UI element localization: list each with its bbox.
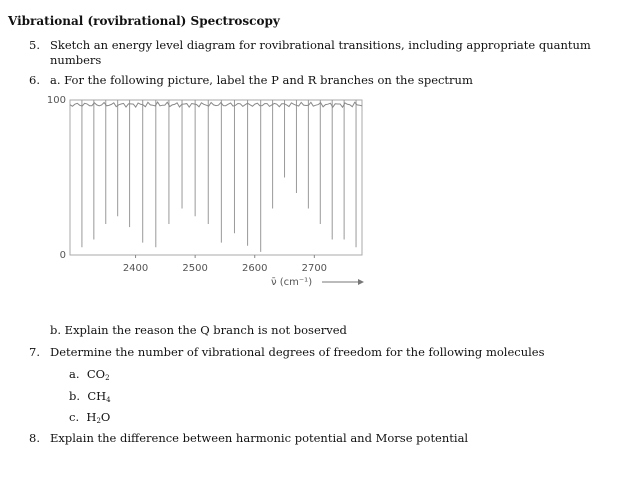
q7-number: 7.	[29, 345, 40, 359]
q7-item-c-letter: c.	[69, 410, 80, 424]
x-axis-label: ν̄ (cm⁻¹)	[271, 277, 313, 288]
q7-item-a-letter: a.	[69, 367, 80, 381]
q6b-text: b. Explain the reason the Q branch is not boserved	[50, 323, 347, 337]
q7-item-c-formula: H	[86, 410, 97, 424]
q7-item-a	[69, 367, 110, 382]
q6a-text: a. For the following picture, label the P and R branches on the spectrum	[50, 73, 473, 87]
q7-item-a-formula: CO	[86, 367, 106, 381]
q7-item-c-sub: 2	[96, 417, 101, 425]
q7-item-c	[69, 410, 110, 425]
q7-item-b-formula: CH	[87, 389, 107, 403]
q7-item-c-tail: O	[100, 410, 111, 424]
x-axis-arrowhead	[358, 279, 364, 285]
x-tick-label: 2600	[242, 263, 268, 274]
ir-spectrum-chart	[46, 90, 376, 295]
y-tick-label: 100	[46, 95, 66, 106]
y-tick-label: 0	[59, 250, 66, 261]
q7-item-a-sub: 2	[105, 374, 110, 382]
q6-number: 6.	[29, 73, 40, 87]
x-tick-label: 2400	[122, 263, 149, 274]
x-tick-label: 2500	[182, 263, 208, 274]
q7-item-b	[69, 389, 111, 404]
q8-text: Explain the difference between harmonic potential and Morse potential	[50, 431, 469, 445]
q5-text-line2: numbers	[50, 53, 102, 67]
q5-number: 5.	[29, 38, 40, 52]
x-tick-label: 2700	[301, 263, 328, 274]
plot-frame	[70, 100, 362, 255]
baseline-trace	[70, 102, 362, 107]
q8-number: 8.	[29, 431, 40, 445]
q7-item-b-letter: b.	[69, 389, 81, 403]
q7-text: Determine the number of vibrational degrees of freedom for the following molecules	[50, 345, 545, 359]
page-title: Vibrational (rovibrational) Spectroscopy	[8, 14, 280, 28]
q7-item-b-sub: 4	[106, 396, 111, 404]
q5-text-line1: Sketch an energy level diagram for rovibrational transitions, including appropriate quantum	[50, 38, 591, 52]
